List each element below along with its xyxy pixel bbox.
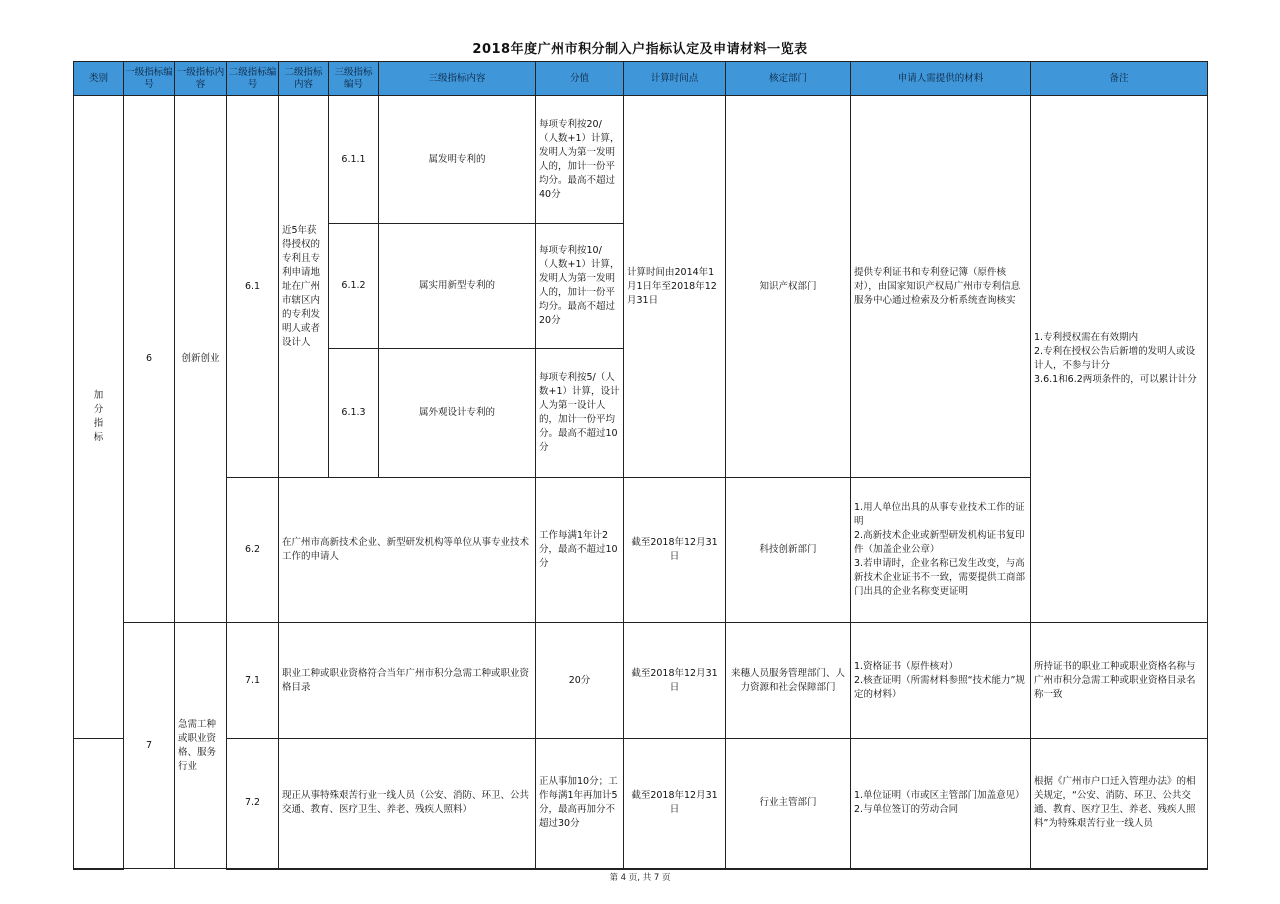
- remarks-cell-7-2: 根据《广州市户口迁入管理办法》的相关规定，“公安、消防、环卫、公共交通、教育、医疗卫生、养老、残疾人照料”为特殊艰苦行业一线人员: [1031, 739, 1208, 869]
- header-materials: 申请人需提供的材料: [851, 62, 1031, 96]
- l1-content-6: 创新创业: [175, 96, 227, 623]
- category-cell-tail: [74, 739, 124, 869]
- header-dept: 核定部门: [726, 62, 851, 96]
- remarks-cell-7-1: 所持证书的职业工种或职业资格名称与广州市积分急需工种或职业资格目录名称一致: [1031, 623, 1208, 739]
- header-l3-content: 三级指标内容: [379, 62, 536, 96]
- score-cell: 每项专利按10/（人数+1）计算，发明人为第一发明人的，加计一份平均分。最高不超过20分: [536, 224, 624, 349]
- header-row: [74, 62, 1208, 96]
- materials-cell-7-2: 1.单位证明（市或区主管部门加盖意见） 2.与单位签订的劳动合同: [851, 739, 1031, 869]
- l2-content-6-1: 近5年获得授权的专利且专利申请地址在广州市辖区内的专利发明人或者设计人: [279, 96, 329, 478]
- l1-code-7: 7: [124, 623, 175, 869]
- l3-code: 6.1.1: [329, 96, 379, 224]
- category-cell: [74, 96, 124, 739]
- time-cell-6-1: 计算时间由2014年1月1日年至2018年12月31日: [624, 96, 726, 478]
- category-label: 加分指标: [93, 390, 104, 443]
- table-row: [74, 623, 1208, 739]
- header-remarks: 备注: [1031, 62, 1208, 96]
- time-cell-7-2: 截至2018年12月31日: [624, 739, 726, 869]
- remarks-cell-6: 1.专利授权需在有效期内 2.专利在授权公告后新增的发明人或设计人，不参与计分 3.6.1和6.2两项条件的，可以累计计分: [1031, 96, 1208, 623]
- l2-code-7-1: 7.1: [227, 623, 279, 739]
- indicator-table: [73, 61, 1208, 870]
- l3-content: 属外观设计专利的: [379, 349, 536, 478]
- materials-cell-6-1: 提供专利证书和专利登记簿（原件核对），由国家知识产权局广州市专利信息服务中心通过检索及分析系统查询核实: [851, 96, 1031, 478]
- l1-content-7: 急需工种或职业资格、服务行业: [175, 623, 227, 869]
- score-cell: 每项专利按5/（人数+1）计算，设计人为第一设计人的，加计一份平均分。最高不超过10分: [536, 349, 624, 478]
- header-l2-code: 二级指标编号: [227, 62, 279, 96]
- l3-code: 6.1.3: [329, 349, 379, 478]
- score-cell-7-1: 20分: [536, 623, 624, 739]
- l2-content-7-2: 现正从事特殊艰苦行业一线人员（公安、消防、环卫、公共交通、教育、医疗卫生、养老、残疾人照料）: [279, 739, 536, 869]
- l3-code: 6.1.2: [329, 224, 379, 349]
- materials-cell-6-2: 1.用人单位出具的从事专业技术工作的证明 2.高新技术企业或新型研发机构证书复印件（加盖企业公章） 3.若申请时，企业名称已发生改变，与高新技术企业证书不一致，需要提供工商部门出具的企业名称变更证明: [851, 478, 1031, 623]
- table-row: [74, 96, 1208, 224]
- l3-content: 属发明专利的: [379, 96, 536, 224]
- dept-cell-7-2: 行业主管部门: [726, 739, 851, 869]
- dept-cell-7-1: 来穗人员服务管理部门、人力资源和社会保障部门: [726, 623, 851, 739]
- l1-code-6: 6: [124, 96, 175, 623]
- header-time: 计算时间点: [624, 62, 726, 96]
- header-l3-code: 三级指标编号: [329, 62, 379, 96]
- score-cell-6-2: 工作每满1年计2分，最高不超过10分: [536, 478, 624, 623]
- time-cell-7-1: 截至2018年12月31日: [624, 623, 726, 739]
- score-cell-7-2: 正从事加10分；工作每满1年再加计5分，最高再加分不超过30分: [536, 739, 624, 869]
- l3-content: 属实用新型专利的: [379, 224, 536, 349]
- dept-cell-6-1: 知识产权部门: [726, 96, 851, 478]
- materials-cell-7-1: 1.资格证书（原件核对） 2.核查证明（所需材料参照“技术能力”规定的材料）: [851, 623, 1031, 739]
- dept-cell-6-2: 科技创新部门: [726, 478, 851, 623]
- l2-content-6-2: 在广州市高新技术企业、新型研发机构等单位从事专业技术工作的申请人: [279, 478, 536, 623]
- l2-code-7-2: 7.2: [227, 739, 279, 869]
- score-cell: 每项专利按20/（人数+1）计算，发明人为第一发明人的，加计一份平均分。最高不超过40分: [536, 96, 624, 224]
- time-cell-6-2: 截至2018年12月31日: [624, 478, 726, 623]
- header-l1-content: 一级指标内容: [175, 62, 227, 96]
- header-category: 类别: [74, 62, 124, 96]
- l2-code-6-2: 6.2: [227, 478, 279, 623]
- header-l1-code: 一级指标编号: [124, 62, 175, 96]
- document-title: 2018年度广州市积分制入户指标认定及申请材料一览表: [472, 42, 808, 57]
- page-footer: 第 4 页, 共 7 页: [609, 873, 671, 883]
- table-row: [74, 739, 1208, 869]
- l2-content-7-1: 职业工种或职业资格符合当年广州市积分急需工种或职业资格目录: [279, 623, 536, 739]
- header-score: 分值: [536, 62, 624, 96]
- l2-code-6-1: 6.1: [227, 96, 279, 478]
- header-l2-content: 二级指标内容: [279, 62, 329, 96]
